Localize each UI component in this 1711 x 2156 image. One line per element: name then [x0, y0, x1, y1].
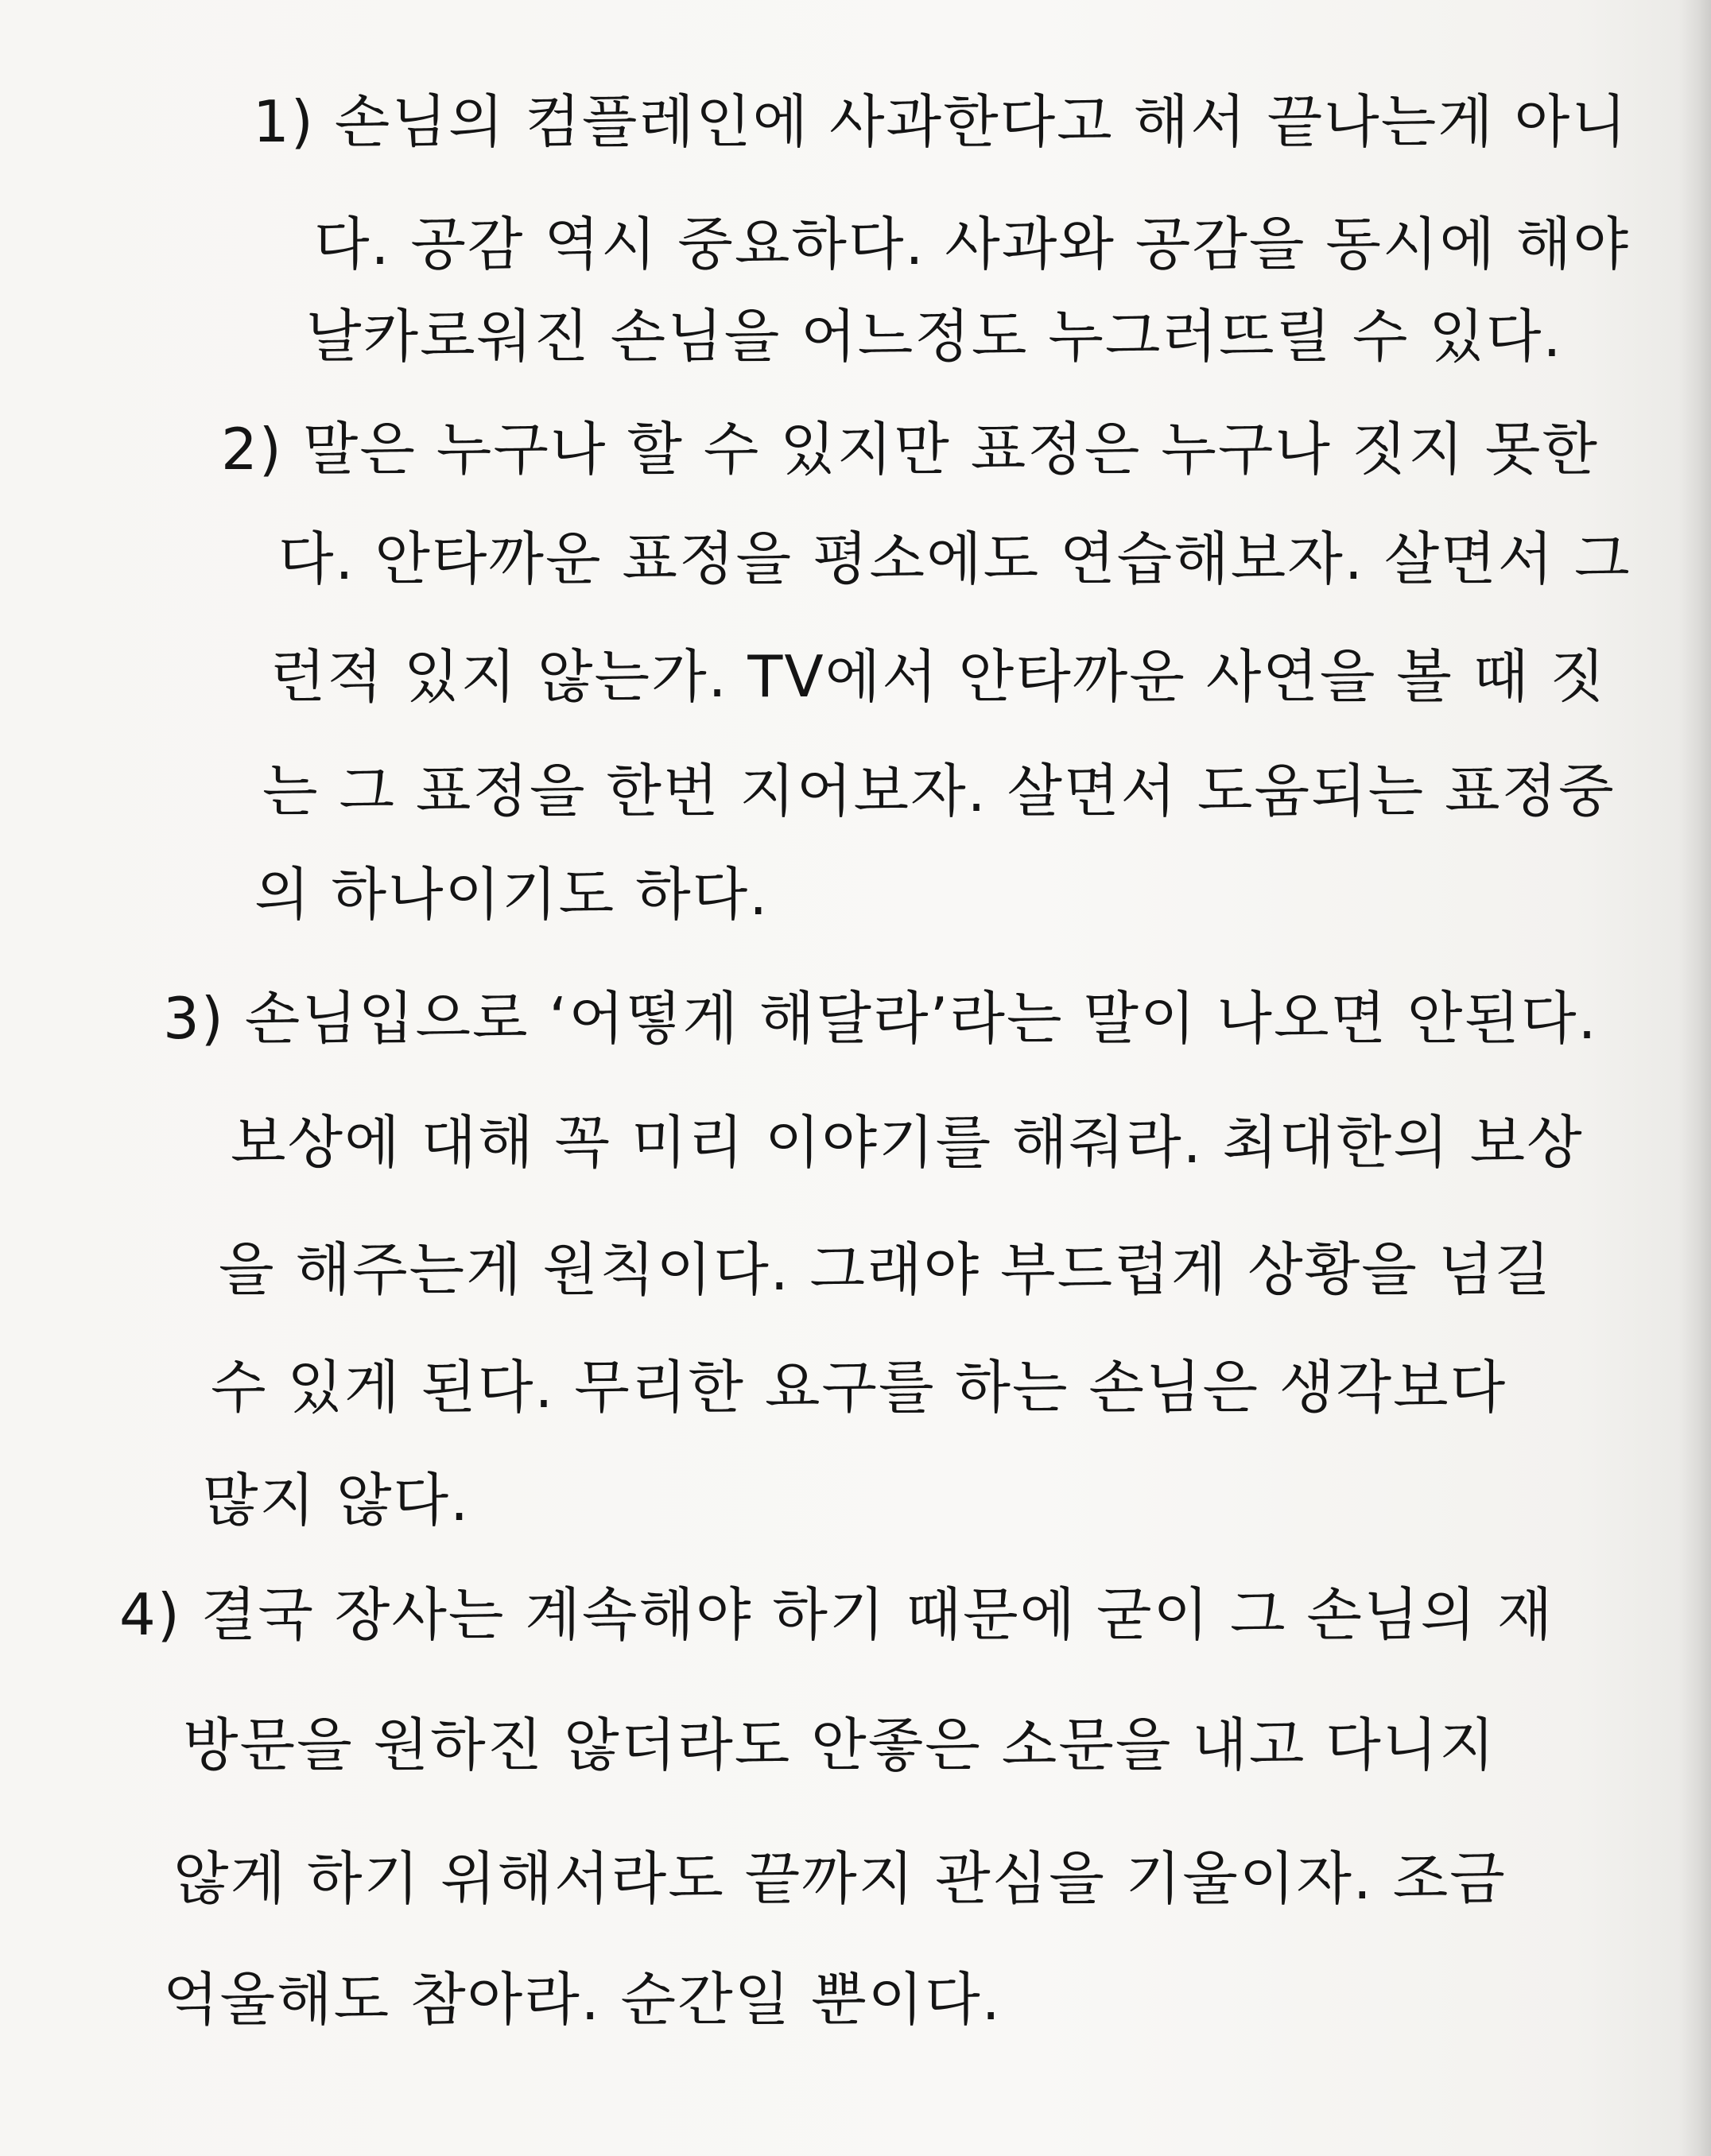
page-edge-shadow	[1679, 0, 1711, 2156]
item-4-line-3: 않게 하기 위해서라도 끝까지 관심을 기울이자. 조금	[173, 1845, 1507, 1912]
item-3-line-5: 많지 않다.	[203, 1467, 470, 1534]
item-2-line-4: 는 그 표정을 한번 지어보자. 살면서 도움되는 표정중	[262, 758, 1616, 824]
item-3-line-3: 을 해주는게 원칙이다. 그래야 부드럽게 상황을 넘길	[219, 1236, 1552, 1303]
item-4-line-4: 억울해도 참아라. 순간일 뿐이다.	[163, 1966, 1002, 2033]
item-1-line-3: 날카로워진 손님을 어느정도 누그러뜨릴 수 있다.	[306, 303, 1563, 370]
item-2-line-5: 의 하나이기도 하다.	[254, 861, 770, 928]
item-4-line-2: 방문을 원하진 않더라도 안좋은 소문을 내고 다니지	[183, 1712, 1496, 1778]
item-3-line-1: 3) 손님입으로 ‘어떻게 해달라’라는 말이 나오면 안된다.	[163, 985, 1598, 1052]
item-1-line-1: 1) 손님의 컴플레인에 사과한다고 해서 끝나는게 아니	[253, 88, 1628, 155]
item-3-line-4: 수 있게 된다. 무리한 요구를 하는 손님은 생각보다	[211, 1354, 1507, 1421]
item-3-line-2: 보상에 대해 꼭 미리 이야기를 해줘라. 최대한의 보상	[231, 1109, 1584, 1176]
item-1-line-2: 다. 공감 역시 중요하다. 사과와 공감을 동시에 해야	[314, 211, 1631, 277]
item-2-line-3: 런적 있지 않는가. TV에서 안타까운 사연을 볼 때 짓	[270, 643, 1607, 710]
item-4-line-1: 4) 결국 장사는 계속해야 하기 때문에 굳이 그 손님의 재	[119, 1581, 1554, 1648]
item-2-line-1: 2) 말은 누구나 할 수 있지만 표정은 누구나 짓지 못한	[221, 416, 1599, 483]
item-2-line-2: 다. 안타까운 표정을 평소에도 연습해보자. 살면서 그	[278, 525, 1631, 592]
